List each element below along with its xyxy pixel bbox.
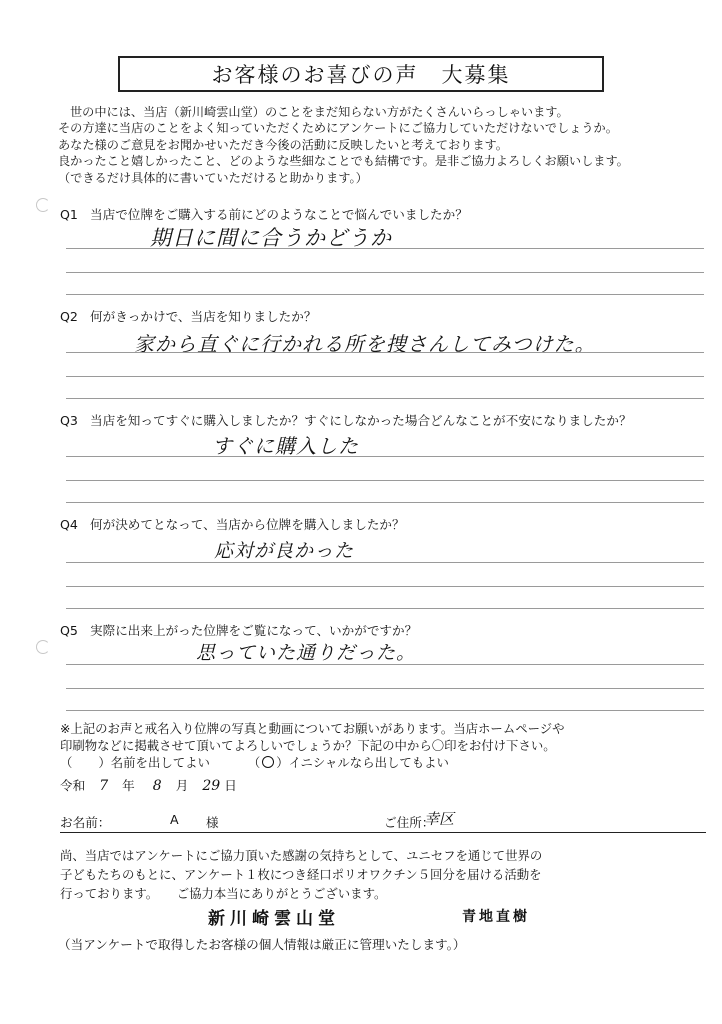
answer-q4: 応対が良かった: [214, 540, 355, 562]
answer-line: [66, 562, 704, 563]
date-day: 29: [202, 778, 221, 794]
date-era: 令和: [60, 778, 86, 793]
intro-line: あなた様のご意見をお聞かせいただき今後の活動に反映したいと考えております。: [58, 137, 508, 152]
question-text: 実際に出来上がった位牌をご覧になって、いかがですか？: [90, 623, 418, 638]
name-row-divider: [60, 832, 706, 833]
name-honorific: 様: [206, 815, 219, 830]
answer-line: [66, 608, 704, 609]
intro-text: [58, 104, 708, 186]
question-number: Q2: [60, 309, 78, 324]
answer-line: [66, 398, 704, 399]
company-name: 新川崎雲山堂: [208, 909, 340, 929]
intro-line: 良かったこと嬉しかったこと、どのような些細なことでも結構です。是非ご協力よろしくお願いします。: [58, 154, 629, 169]
answer-q2: 家から直ぐに行かれる所を捜さんしてみつけた。: [134, 332, 596, 356]
address-value[interactable]: 幸区: [424, 810, 455, 828]
answer-q5: 思っていた通りだった。: [196, 642, 417, 664]
question-text: 何がきっかけで、当店を知りましたか？: [90, 309, 317, 324]
answer-line: [66, 710, 704, 711]
question-number: Q5: [60, 623, 78, 638]
answer-line: [66, 502, 704, 503]
question-text: 当店で位牌をご購入する前にどのようなことで悩んでいましたか？: [90, 207, 468, 222]
consent-note: [60, 720, 710, 771]
date-year-unit: 年: [122, 778, 135, 793]
answer-line: [66, 376, 704, 377]
option-name-checkbox[interactable]: （ ）: [60, 755, 111, 770]
question-q2: [60, 306, 316, 325]
intro-line: 世の中には、当店（新川崎雲山堂）のことをまだ知らない方がたくさんいらっしゃいます。: [70, 105, 569, 119]
date-month: 8: [152, 778, 162, 794]
answer-q3: すぐに購入した: [212, 434, 359, 458]
date-day-unit: 日: [224, 778, 237, 793]
unicef-note: [60, 846, 710, 903]
consent-line: ※上記のお声と戒名入り位牌の写真と動画についてお願いがあります。当店ホームページや: [60, 721, 565, 736]
name-value[interactable]: A: [170, 812, 179, 827]
answer-line: [66, 480, 704, 481]
question-q1: [60, 204, 468, 223]
address-label: ご住所：: [384, 815, 435, 830]
footer-line: 尚、当店ではアンケートにご協力頂いた感謝の気持ちとして、ユニセフを通じて世界の: [60, 848, 543, 863]
representative-name: 青地直樹: [462, 909, 530, 925]
option-name-label: 名前を出してよい: [110, 755, 210, 770]
punch-hole-mark: [36, 198, 50, 212]
question-q5: [60, 620, 417, 639]
question-text: 当店を知ってすぐに購入しましたか？すぐにしなかった場合どんなことが不安になりましたか？: [90, 413, 632, 428]
question-number: Q1: [60, 207, 78, 222]
consent-options: [60, 754, 710, 771]
answer-line: [66, 664, 704, 665]
answer-line: [66, 272, 704, 273]
question-number: Q3: [60, 413, 78, 428]
punch-hole-mark: [36, 640, 50, 654]
footer-line: 行っております。 ご協力本当にありがとうございます。: [60, 886, 387, 901]
intro-line: （できるだけ具体的に書いていただけると助かります。）: [58, 170, 368, 185]
question-text: 何が決めてとなって、当店から位牌を購入しましたか？: [90, 517, 405, 532]
answer-line: [66, 294, 704, 295]
option-initial-checkbox[interactable]: （ ）: [247, 755, 289, 770]
answer-line: [66, 352, 704, 353]
answer-line: [66, 456, 704, 457]
date-year: 7: [99, 778, 109, 794]
consent-line: 印刷物などに掲載させて頂いてよろしいでしょうか？下記の中から〇印をお付け下さい。: [60, 738, 556, 753]
answer-line: [66, 688, 704, 689]
date-field[interactable]: [60, 775, 237, 794]
option-initial-label: イニシャルなら出してもよい: [288, 755, 449, 770]
answer-line: [66, 248, 704, 249]
question-q4: [60, 514, 405, 533]
intro-line: その方達に当店のことをよく知っていただくためにアンケートにご協力していただけないでしょうか。: [58, 121, 618, 136]
circle-mark-icon: [262, 756, 274, 768]
survey-title: お客様のお喜びの声 大募集: [118, 56, 604, 92]
date-month-unit: 月: [175, 778, 189, 793]
answer-line: [66, 586, 704, 587]
privacy-note: （当アンケートで取得したお客様の個人情報は厳正に管理いたします。）: [58, 937, 466, 952]
name-label: お名前：: [60, 815, 111, 830]
question-number: Q4: [60, 517, 78, 532]
footer-line: 子どもたちのもとに、アンケート１枚につき経口ポリオワクチン５回分を届ける活動を: [60, 867, 542, 882]
answer-q1: 期日に間に合うかどうか: [150, 226, 392, 250]
question-q3: [60, 410, 632, 429]
